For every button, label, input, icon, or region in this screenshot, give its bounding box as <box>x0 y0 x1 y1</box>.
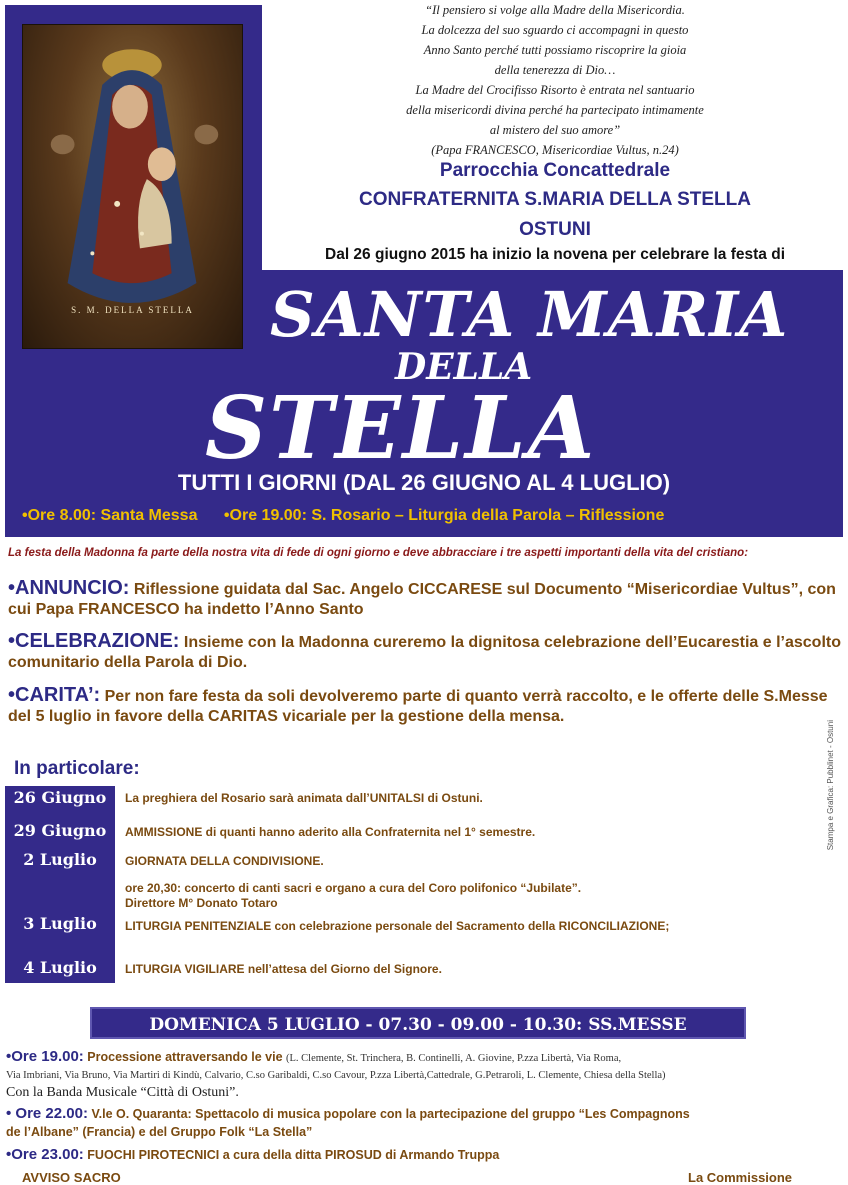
intro-text: La festa della Madonna fa parte della nostra vita di fede di ogni giorno e deve abbracciare i tre aspetti importanti della vita del cristiano: <box>8 547 749 559</box>
quote-line: della misericordi divina perché ha partecipato intimamente <box>406 103 704 117</box>
day-label: 4 Luglio <box>23 958 97 977</box>
quote-line: La dolcezza del suo sguardo ci accompagni in questo <box>421 23 689 37</box>
event-time: • Ore 22.00: <box>6 1105 88 1122</box>
confraternity-name: CONFRATERNITA S.MARIA DELLA STELLA <box>359 189 751 210</box>
point-annuncio <box>8 578 843 620</box>
day-description: AMMISSIONE di quanti hanno aderito alla Confraternita nel 1° semestre. <box>125 825 536 839</box>
parish-name: Parrocchia Concattedrale <box>439 160 671 181</box>
day-description: LITURGIA PENITENZIALE con celebrazione personale del Sacramento della RICONCILIAZIONE; <box>125 919 670 933</box>
daily-item: •Ore 8.00: Santa Messa <box>22 507 198 524</box>
event-route-2: Via Imbriani, Via Bruno, Via Martiri di Kindù, Calvario, C.so Garibaldi, C.so Cavour, P.zza Libertà,Cattedrale, G.Petraroli, L. Clemente, Chiesa della Stella) <box>6 1070 666 1081</box>
quote-line: Anno Santo perché tutti possiamo riscoprire la gioia <box>423 43 687 57</box>
city-name: OSTUNI <box>519 219 591 240</box>
title-line-3: STELLA <box>205 378 597 479</box>
day-description: ore 20,30: concerto di canti sacri e organo a cura del Coro polifonico “Jubilate”. <box>125 881 582 895</box>
days-column <box>5 786 115 983</box>
day-description: GIORNATA DELLA CONDIVISIONE. <box>125 854 324 868</box>
footer-left: AVVISO SACRO <box>22 1170 121 1185</box>
daily-schedule <box>22 507 686 525</box>
quote-line: “Il pensiero si volge alla Madre della Misericordia. <box>425 3 685 17</box>
event-concert-line <box>6 1105 844 1123</box>
event-time: •Ore 19.00: <box>6 1048 84 1065</box>
event-procession-line <box>6 1048 844 1067</box>
quote-line: della tenerezza di Dio… <box>494 63 616 77</box>
quote-line: al mistero del suo amore” <box>489 123 621 137</box>
event-concert <box>6 1105 844 1141</box>
day-description: La preghiera del Rosario sarà animata dall’UNITALSI di Ostuni. <box>125 791 483 805</box>
daily-heading: TUTTI I GIORNI (DAL 26 GIUGNO AL 4 LUGLIO) <box>177 470 671 495</box>
point-head: •CELEBRAZIONE: <box>8 630 180 652</box>
title-line-1: SANTA MARIA <box>270 278 789 351</box>
event-fireworks <box>6 1146 844 1164</box>
point-head: •CARITA’: <box>8 684 101 706</box>
novena-announcement: Dal 26 giugno 2015 ha inizio la novena per celebrare la festa di <box>325 246 785 263</box>
day-label: 2 Luglio <box>23 850 97 869</box>
title-line-2: DELLA <box>395 346 533 388</box>
point-body: Insieme con la Madonna cureremo la dignitosa celebrazione dell’Eucarestia e l’ascolto comunitario della Parola di Dio. <box>8 634 841 671</box>
day-label: 29 Giugno <box>13 821 107 840</box>
point-head: •ANNUNCIO: <box>8 577 130 599</box>
printer-credit: Stampa e Grafica: Pubblinet - Ostuni <box>826 720 835 851</box>
point-carita <box>8 685 843 727</box>
quote-citation: (Papa FRANCESCO, Misericordiae Vultus, n.24) <box>431 143 679 157</box>
madonna-painting <box>22 24 243 349</box>
daily-item: •Ore 19.00: S. Rosario – Liturgia della Parola – Riflessione <box>223 507 665 524</box>
painting-caption: S. M. DELLA STELLA <box>71 305 194 315</box>
quote-line: La Madre del Crocifisso Risorto è entrata nel santuario <box>415 83 695 97</box>
event-text-2: de l’Albane” (Francia) e del Gruppo Folk “La Stella” <box>6 1125 313 1139</box>
pope-quote <box>280 0 830 160</box>
day-label: 26 Giugno <box>13 788 107 807</box>
day-description: LITURGIA VIGILIARE nell’attesa del Giorno del Signore. <box>125 962 442 976</box>
event-text: Processione attraversando le vie <box>83 1050 286 1064</box>
day-description-director: Direttore M° Donato Totaro <box>125 896 278 910</box>
point-celebrazione <box>8 631 843 673</box>
sunday-masses-banner: DOMENICA 5 LUGLIO - 07.30 - 09.00 - 10.30: SS.MESSE <box>90 1007 746 1039</box>
madonna-painting-icon <box>23 25 242 348</box>
event-text: V.le O. Quaranta: Spettacolo di musica popolare con la partecipazione del gruppo “Les Compagnons <box>87 1107 690 1121</box>
event-text: FUOCHI PIROTECNICI a cura della ditta PIROSUD di Armando Truppa <box>83 1148 500 1162</box>
event-time: •Ore 23.00: <box>6 1146 84 1163</box>
point-body: Riflessione guidata dal Sac. Angelo CICCARESE sul Documento “Misericordiae Vultus”, con cui Papa FRANCESCO ha indetto l’Anno Santo <box>8 581 836 618</box>
point-body: Per non fare festa da soli devolveremo parte di quanto verrà raccolto, e le offerte delle S.Messe del 5 luglio in favore della CARITAS vicariale per la gestione della mensa. <box>8 688 828 725</box>
footer-right: La Commissione <box>688 1170 793 1185</box>
day-label: 3 Luglio <box>23 914 97 933</box>
event-route: (L. Clemente, St. Trinchera, B. Continelli, A. Giovine, P.zza Libertà, Via Roma, <box>286 1053 622 1064</box>
in-particolare-heading: In particolare: <box>14 758 140 779</box>
event-procession <box>6 1048 844 1101</box>
event-band: Con la Banda Musicale “Città di Ostuni”. <box>6 1085 239 1100</box>
